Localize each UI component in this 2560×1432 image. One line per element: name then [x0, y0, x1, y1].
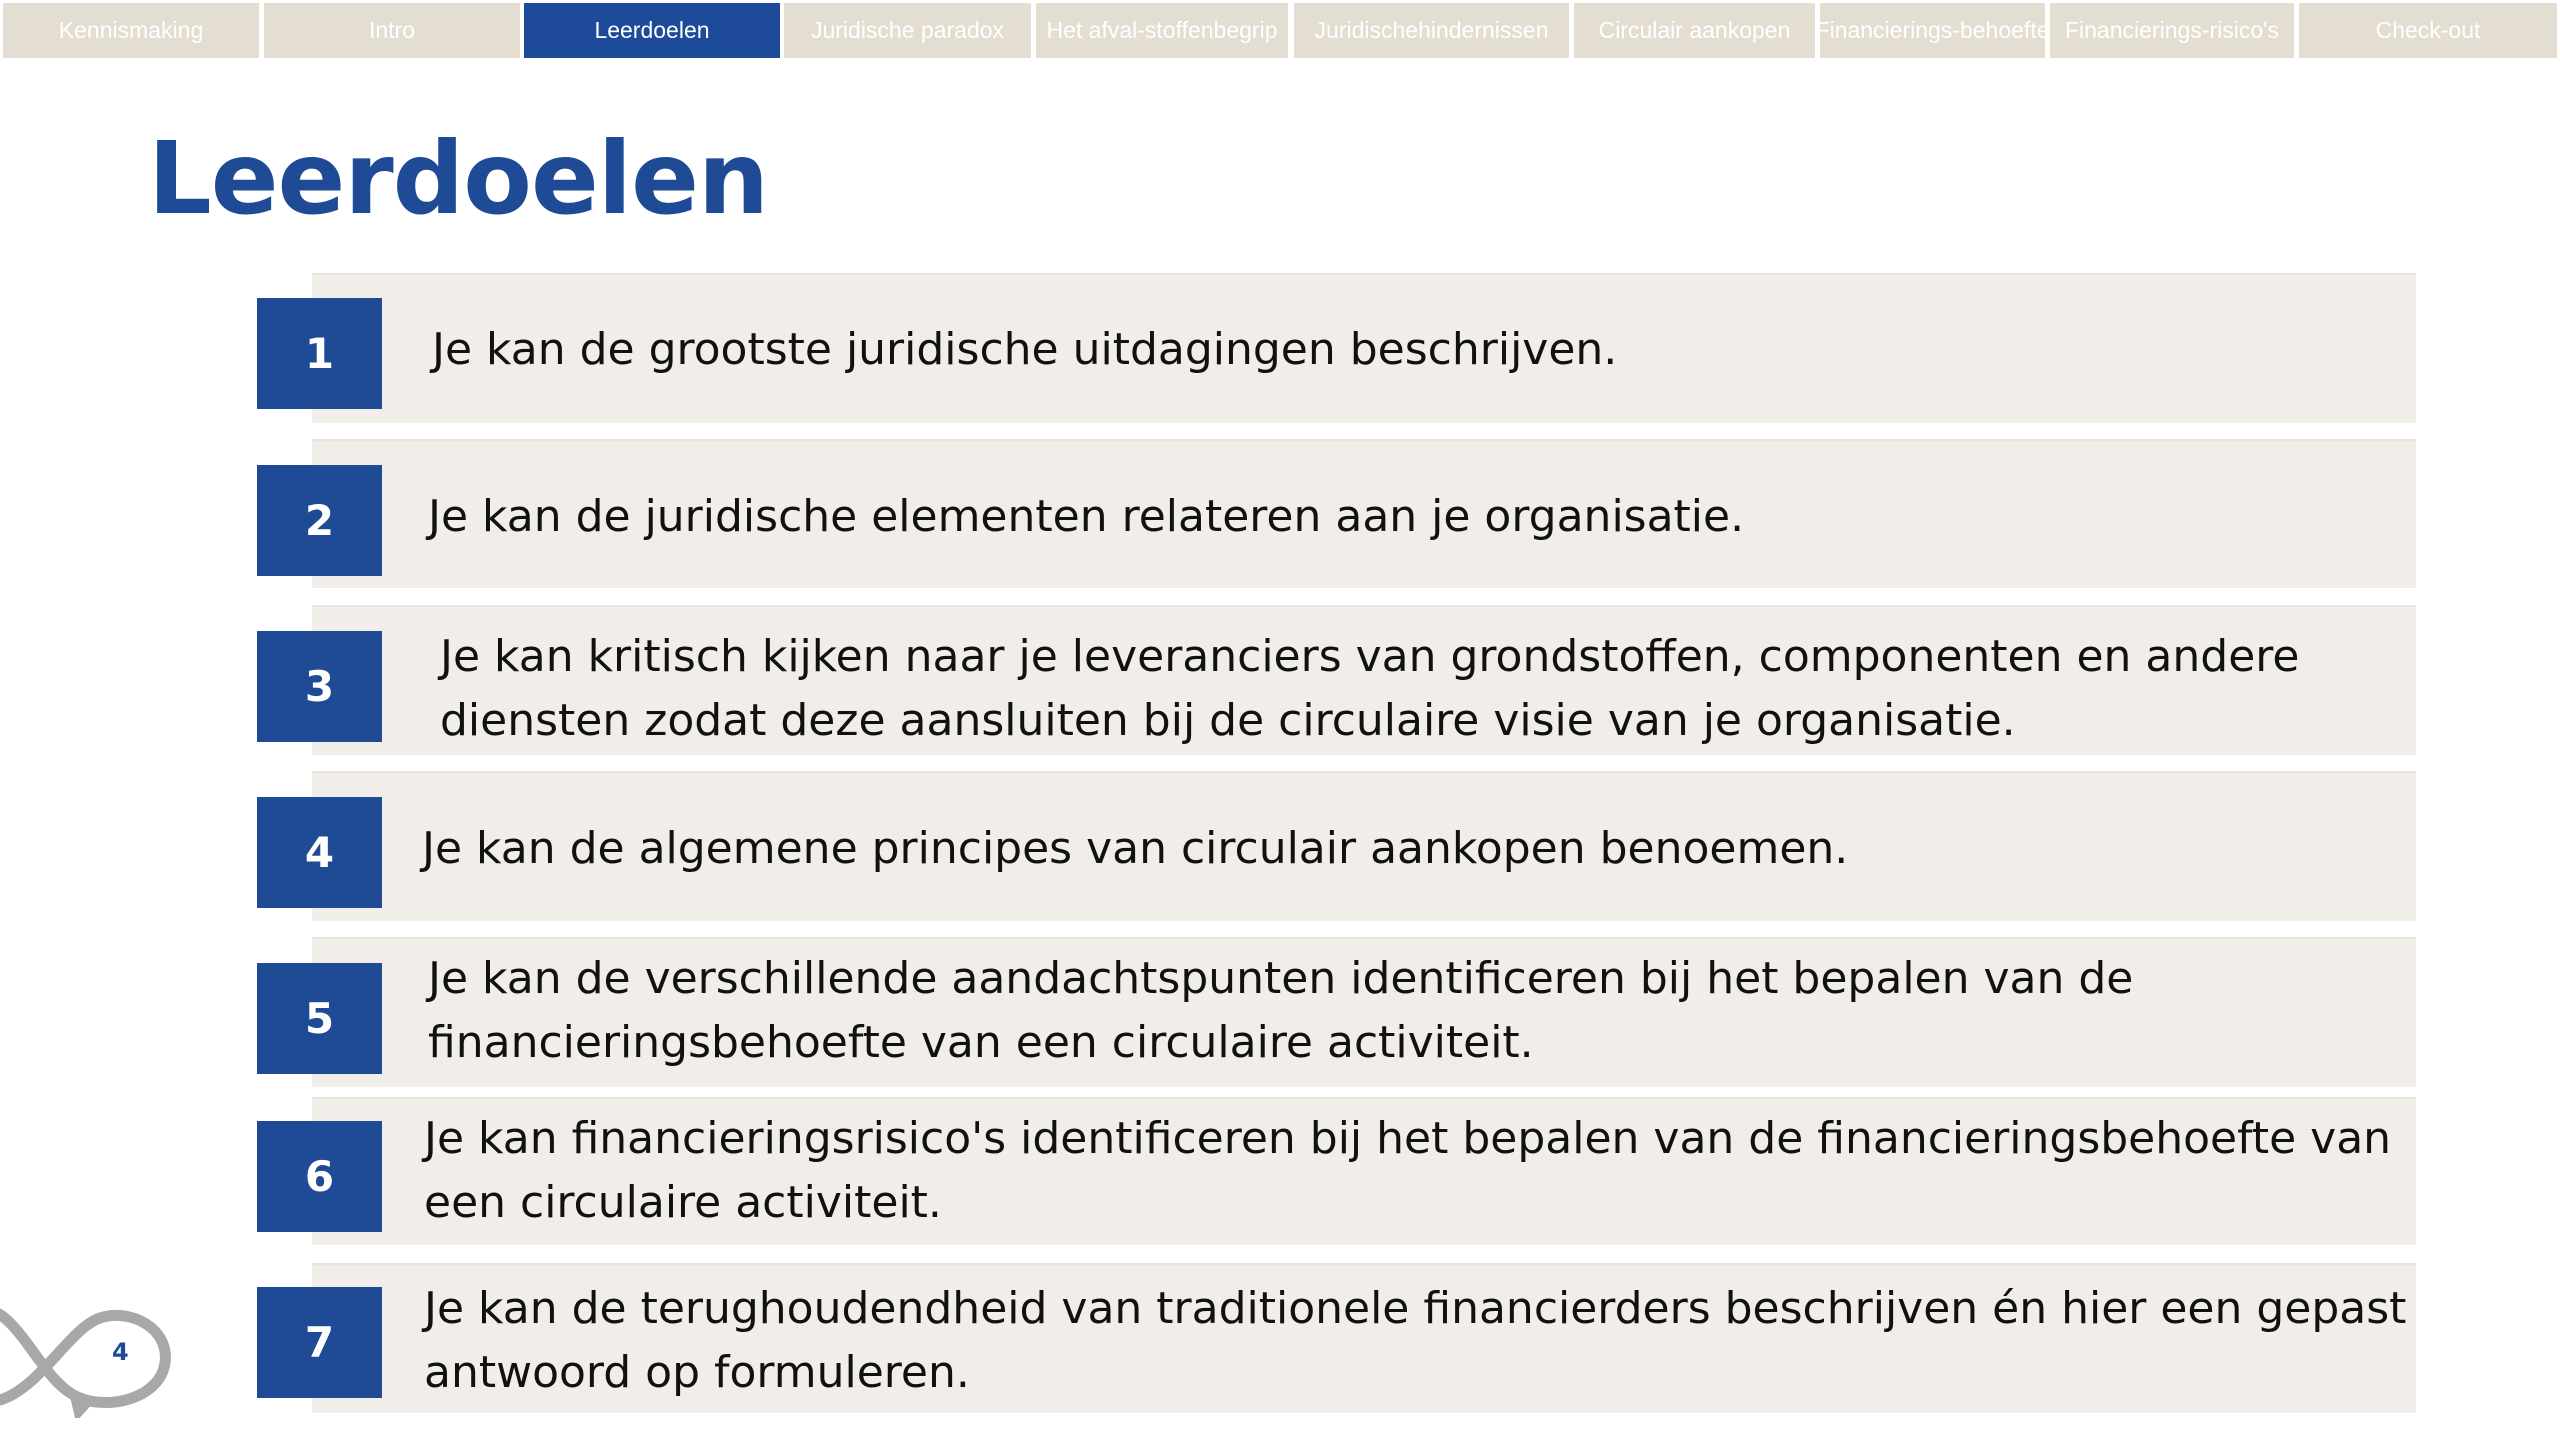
tab-label: behoefte	[1959, 17, 2050, 43]
tab-label: stoffenbegrip	[1144, 17, 1278, 43]
tab-label: Kennismaking	[58, 17, 204, 43]
objective-text-line: Je kan de juridische elementen relateren aan je organisatie.	[428, 491, 1745, 542]
objective-text	[432, 318, 1617, 382]
objective-text-line: financieringsbehoefte van een circulaire activiteit.	[428, 1017, 1534, 1068]
objective-number-badge: 7	[257, 1287, 382, 1398]
infinity-arrow-icon	[0, 1288, 180, 1418]
objective-text	[428, 485, 1744, 549]
page-number: 4	[112, 1338, 129, 1366]
objective-number-badge: 2	[257, 465, 382, 576]
objective-text-line: diensten zodat deze aansluiten bij de circulaire visie van je organisatie.	[440, 695, 2016, 746]
objective-text-line: Je kan de algemene principes van circulair aankopen benoemen.	[422, 823, 1849, 874]
objective-text	[428, 947, 2133, 1075]
tab-label: hindernissen	[1418, 17, 1549, 43]
objective-number-badge: 3	[257, 631, 382, 742]
objective-text	[424, 1107, 2391, 1235]
objective-text-line: Je kan de grootste juridische uitdagingen beschrijven.	[432, 324, 1618, 375]
objective-text-line: antwoord op formuleren.	[424, 1347, 970, 1398]
objective-text	[424, 1277, 2406, 1405]
tab-label: Financierings-	[1815, 17, 1960, 43]
tab-label: Het afval-	[1046, 17, 1145, 43]
objective-text-line: Je kan de terughoudendheid van traditionele financierders beschrijven én hier een gepast	[424, 1283, 2407, 1334]
objective-number-badge: 5	[257, 963, 382, 1074]
tab-label: risico's	[2209, 17, 2279, 43]
objective-number-badge: 6	[257, 1121, 382, 1232]
objective-text	[422, 817, 1848, 881]
objective-text-line: een circulaire activiteit.	[424, 1177, 942, 1228]
tab-label: Financierings-	[2064, 17, 2210, 43]
tab-label: Juridische paradox	[810, 17, 1005, 43]
tab-label: Check-out	[2375, 17, 2481, 43]
objective-text-line: Je kan kritisch kijken naar je leveranciers van grondstoffen, componenten en andere	[440, 631, 2300, 682]
tab-label: Intro	[368, 17, 416, 43]
objective-number-badge: 4	[257, 797, 382, 908]
tab-label: Juridische	[1314, 17, 1419, 43]
tab-label: Leerdoelen	[594, 17, 710, 43]
tab-label: Circulair aankopen	[1598, 17, 1791, 43]
page-title: Leerdoelen	[148, 120, 769, 237]
objective-text	[440, 625, 2299, 753]
objective-text-line: Je kan financieringsrisico's identificeren bij het bepalen van de financieringsbehoefte van	[424, 1113, 2392, 1164]
objective-number-badge: 1	[257, 298, 382, 409]
objective-text-line: Je kan de verschillende aandachtspunten identificeren bij het bepalen van de	[428, 953, 2134, 1004]
